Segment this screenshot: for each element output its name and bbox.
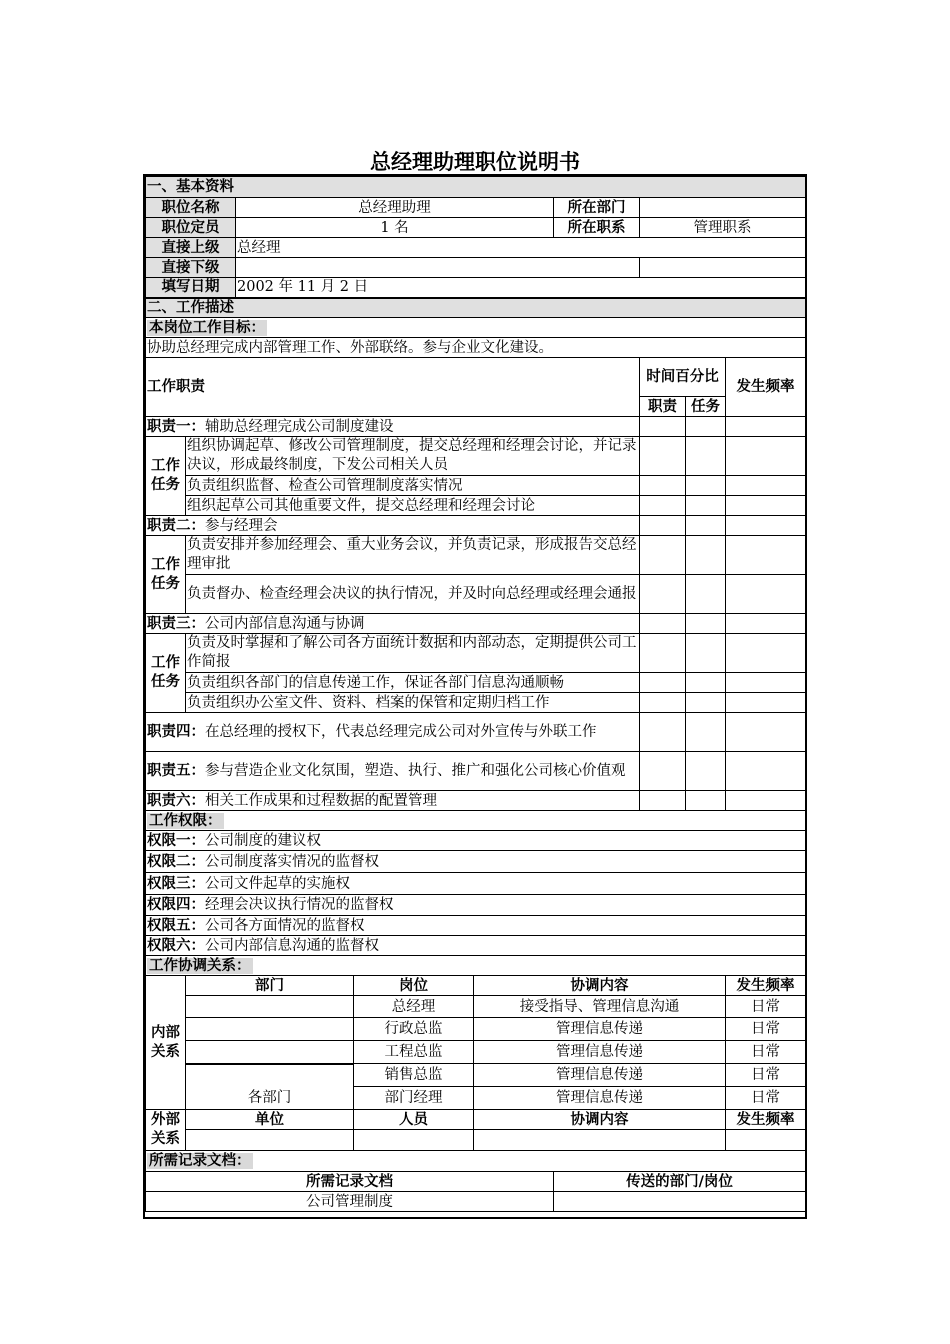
- internal-freq-1: 日常: [726, 996, 806, 1018]
- duty-2: 职责二：参与经理会: [146, 516, 640, 536]
- value-superior: 总经理: [236, 238, 806, 258]
- internal-dept-3: [186, 1041, 354, 1064]
- task-1-1: 组织协调起草、修改公司管理制度，提交总经理和经理会讨论，并记录决议，形成最终制度，下发公司相关人员: [186, 437, 640, 476]
- task-label-3: 工作任务: [146, 634, 186, 713]
- records-header-doc: 所需记录文档: [146, 1172, 554, 1192]
- internal-content-1: 接受指导、管理信息沟通: [474, 996, 726, 1018]
- coord-header-freq: 发生频率: [726, 976, 806, 996]
- internal-content-4: 管理信息传递: [474, 1064, 726, 1087]
- coord-header-post: 岗位: [354, 976, 474, 996]
- internal-post-2: 行政总监: [354, 1018, 474, 1041]
- ext-header-person: 人员: [354, 1110, 474, 1130]
- records-label: 所需记录文档：: [146, 1151, 806, 1172]
- duty-1: 职责一：辅助总经理完成公司制度建设: [146, 417, 640, 437]
- internal-freq-3: 日常: [726, 1041, 806, 1064]
- records-dest-1: [554, 1192, 806, 1212]
- value-headcount: 1 名: [236, 218, 554, 238]
- task-1-3: 组织起草公司其他重要文件，提交总经理和经理会讨论: [186, 496, 640, 516]
- section-basic: 一、基本资料: [146, 177, 806, 198]
- authority-label: 工作权限：: [146, 811, 806, 831]
- value-position-name: 总经理助理: [236, 198, 554, 218]
- authority-1: 权限一：公司制度的建议权: [146, 831, 806, 851]
- internal-post-1: 总经理: [354, 996, 474, 1018]
- internal-dept-4: [186, 1064, 354, 1087]
- internal-post-5: 部门经理: [354, 1087, 474, 1110]
- task-2-1: 负责安排并参加经理会、重大业务会议，并负责记录，形成报告交总经理审批: [186, 536, 640, 575]
- task-label-1: 工作任务: [146, 437, 186, 516]
- goal-label: 本岗位工作目标：: [146, 318, 806, 338]
- duty-5: 职责五：参与营造企业文化氛围，塑造、执行、推广和强化公司核心价值观: [146, 752, 640, 791]
- records-header-dest: 传送的部门/岗位: [554, 1172, 806, 1192]
- label-headcount: 职位定员: [146, 218, 236, 238]
- goal-text: 协助总经理完成内部管理工作、外部联络。参与企业文化建设。: [146, 338, 806, 358]
- coord-header-dept: 部门: [186, 976, 354, 996]
- label-job-family: 所在职系: [554, 218, 640, 238]
- internal-content-5: 管理信息传递: [474, 1087, 726, 1110]
- value-department: [640, 198, 806, 218]
- value-job-family: 管理职系: [640, 218, 806, 238]
- external-relations-label: 外部关系: [146, 1110, 186, 1151]
- coordination-label: 工作协调关系：: [146, 956, 806, 976]
- internal-relations-label: 内部关系: [146, 976, 186, 1110]
- task-3-1: 负责及时掌握和了解公司各方面统计数据和内部动态，定期提供公司工作简报: [186, 634, 640, 673]
- authority-2: 权限二：公司制度落实情况的监督权: [146, 851, 806, 873]
- job-description-table: [145, 176, 806, 1212]
- task-3-3: 负责组织办公室文件、资料、档案的保管和定期归档工作: [186, 693, 640, 713]
- internal-freq-5: 日常: [726, 1087, 806, 1110]
- authority-6: 权限六：公司内部信息沟通的监督权: [146, 936, 806, 956]
- task-1-2: 负责组织监督、检查公司管理制度落实情况: [186, 476, 640, 496]
- value-subordinate: [236, 258, 640, 278]
- coord-header-content: 协调内容: [474, 976, 726, 996]
- label-superior: 直接上级: [146, 238, 236, 258]
- internal-post-3: 工程总监: [354, 1041, 474, 1064]
- ext-header-freq: 发生频率: [726, 1110, 806, 1130]
- duty-4: 职责四：在总经理的授权下，代表总经理完成公司对外宣传与外联工作: [146, 713, 640, 752]
- section-work: 二、工作描述: [146, 298, 806, 318]
- frequency-header: 发生频率: [726, 358, 806, 417]
- col-duty: 职责: [640, 397, 686, 417]
- label-subordinate: 直接下级: [146, 258, 236, 278]
- task-2-2: 负责督办、检查经理会决议的执行情况，并及时向总经理或经理会通报: [186, 575, 640, 614]
- value-fill-date: 2002 年 11 月 2 日: [236, 278, 806, 298]
- duties-header: 工作职责: [146, 358, 640, 417]
- records-doc-1: 公司管理制度: [146, 1192, 554, 1212]
- time-percent-header: 时间百分比: [640, 358, 726, 397]
- authority-3: 权限三：公司文件起草的实施权: [146, 873, 806, 895]
- internal-dept-2: [186, 1018, 354, 1041]
- task-label-2: 工作任务: [146, 536, 186, 614]
- col-task: 任务: [686, 397, 726, 417]
- value-subordinate-extra: [640, 258, 806, 278]
- internal-content-3: 管理信息传递: [474, 1041, 726, 1064]
- authority-4: 权限四：经理会决议执行情况的监督权: [146, 895, 806, 916]
- page-title: 总经理助理职位说明书: [370, 150, 580, 174]
- internal-content-2: 管理信息传递: [474, 1018, 726, 1041]
- authority-5: 权限五：公司各方面情况的监督权: [146, 916, 806, 936]
- ext-header-content: 协调内容: [474, 1110, 726, 1130]
- internal-dept-5: 各部门: [186, 1087, 354, 1110]
- task-3-2: 负责组织各部门的信息传递工作，保证各部门信息沟通顺畅: [186, 673, 640, 693]
- label-fill-date: 填写日期: [146, 278, 236, 298]
- internal-freq-4: 日常: [726, 1064, 806, 1087]
- label-position-name: 职位名称: [146, 198, 236, 218]
- ext-header-unit: 单位: [186, 1110, 354, 1130]
- internal-post-4: 销售总监: [354, 1064, 474, 1087]
- internal-freq-2: 日常: [726, 1018, 806, 1041]
- label-department: 所在部门: [554, 198, 640, 218]
- duty-3: 职责三：公司内部信息沟通与协调: [146, 614, 640, 634]
- internal-dept-1: [186, 996, 354, 1018]
- duty-6: 职责六：相关工作成果和过程数据的配置管理: [146, 791, 640, 811]
